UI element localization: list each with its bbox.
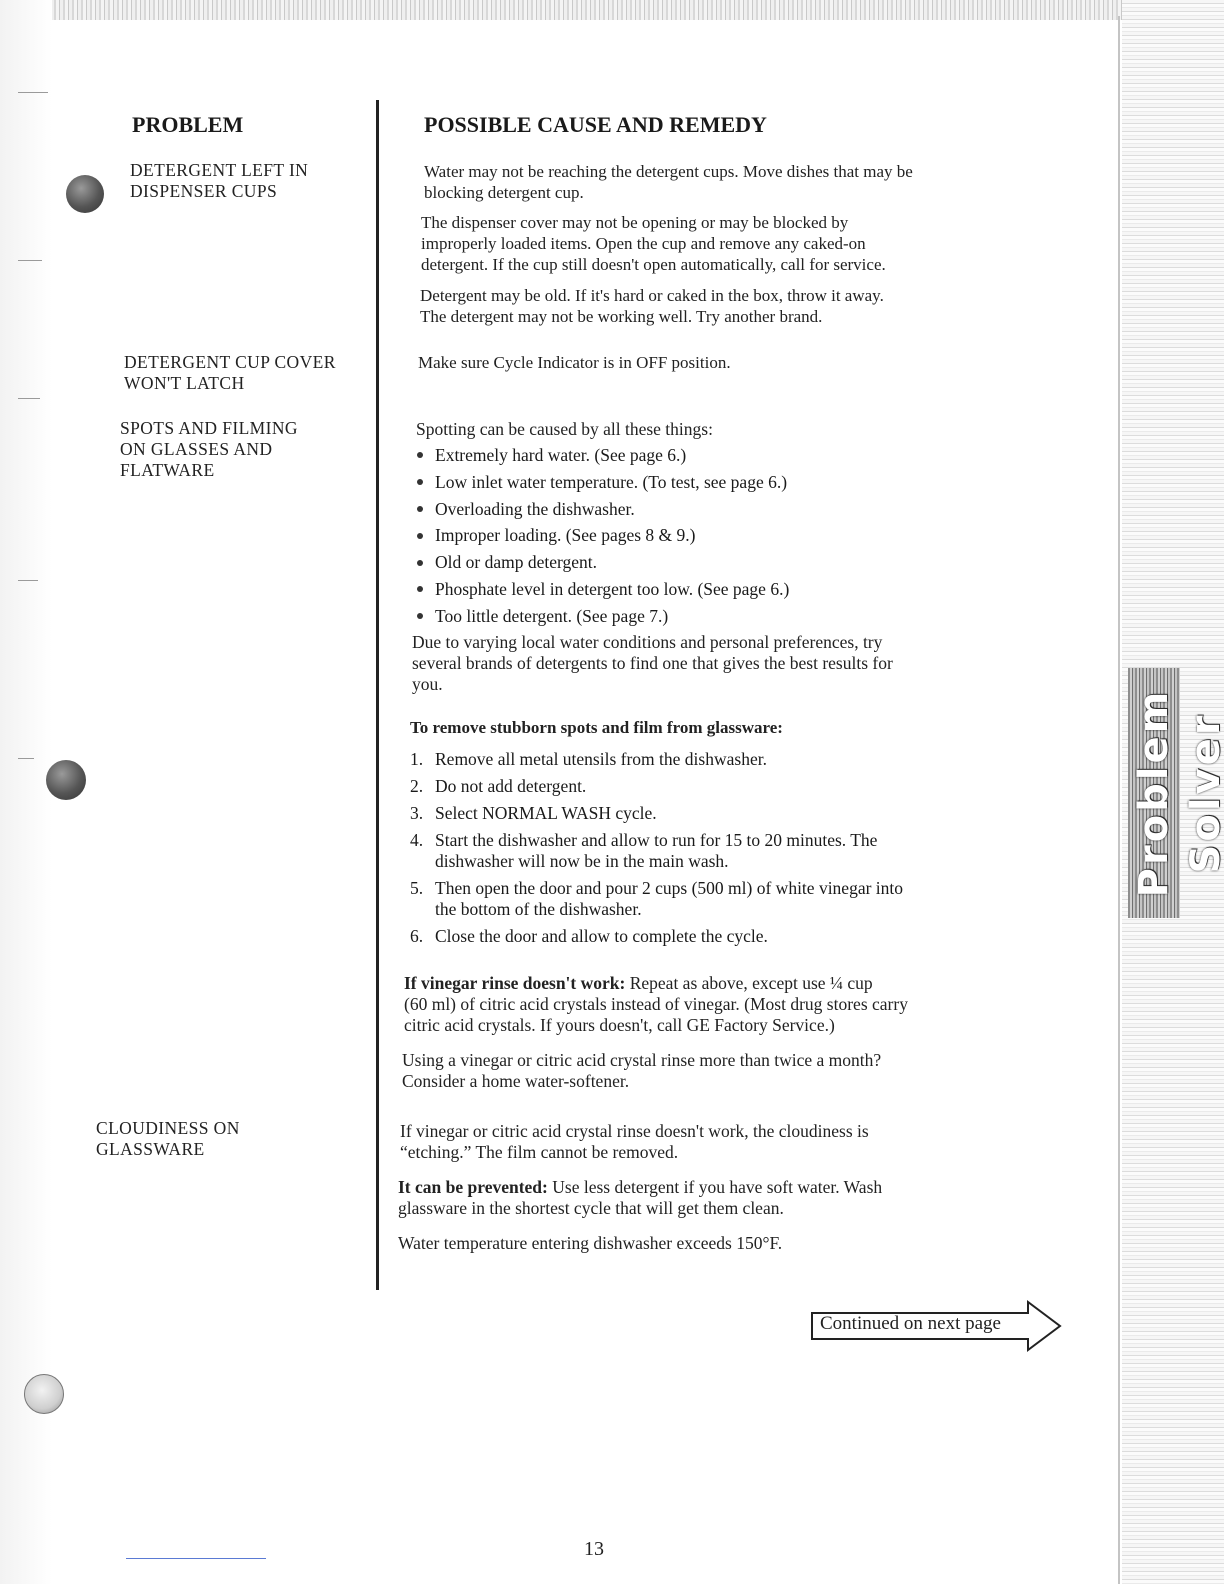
page-edge (1118, 16, 1120, 1584)
problem-header: PROBLEM (132, 112, 244, 137)
bullet-dot-icon (417, 479, 423, 485)
problem-cloudiness (96, 1118, 240, 1160)
binder-hole (66, 175, 104, 213)
step-item: 1. Remove all metal utensils from the dishwasher. (410, 749, 767, 769)
footer-rule (126, 1558, 266, 1559)
step-item: 6. Close the door and allow to complete the cycle. (410, 926, 768, 946)
remedy-paragraph: Detergent may be old. If it's hard or caked in the box, throw it away. The detergent may not be working well. Try another brand. (420, 286, 884, 326)
problem-line: DETERGENT CUP COVER (124, 352, 336, 372)
problem-line: ON GLASSES AND (120, 439, 273, 459)
temperature-paragraph: Water temperature entering dishwasher exceeds 150°F. (398, 1233, 783, 1253)
bullet-item: Old or damp detergent. (414, 552, 789, 573)
remove-spots-steps (410, 749, 903, 953)
remedy-cup-cover: Make sure Cycle Indicator is in OFF position. (418, 353, 731, 372)
bullet-item: Too little detergent. (See page 7.) (414, 606, 789, 627)
binder-hole (46, 760, 86, 800)
problem-line: WON'T LATCH (124, 373, 245, 393)
section-tab-label: Problem Solver (1131, 688, 1229, 898)
problem-line: GLASSWARE (96, 1139, 205, 1159)
step-item: 2. Do not add detergent. (410, 776, 587, 796)
margin-mark (18, 580, 38, 581)
continued-arrow (810, 1300, 1062, 1352)
problem-line: FLATWARE (120, 460, 215, 480)
spots-intro: Spotting can be caused by all these things: (416, 419, 713, 439)
bullet-item: Overloading the dishwasher. (414, 499, 789, 520)
problem-detergent-left (130, 160, 308, 202)
bullet-dot-icon (417, 533, 423, 539)
bullet-dot-icon (417, 560, 423, 566)
step-item: 4. Start the dishwasher and allow to run for 15 to 20 minutes. The dishwasher will now be in the main wash. (410, 830, 878, 871)
bullet-dot-icon (417, 452, 423, 458)
prevention-paragraph: It can be prevented: Use less detergent if you have soft water. Wash glassware in the shortest cycle that will get them clean. (398, 1177, 883, 1218)
remedy-paragraph: The dispenser cover may not be opening or may be blocked by improperly loaded items. Open the cup and remove any caked-on detergent. If the cup still doesn't open automatically, call for service. (421, 213, 886, 274)
problem-cup-cover (124, 352, 336, 394)
bullet-dot-icon (417, 586, 423, 592)
margin-mark (18, 92, 48, 93)
scan-edge-left (0, 0, 52, 1584)
binder-hole (24, 1374, 64, 1414)
continued-label: Continued on next page (820, 1313, 1001, 1334)
remove-spots-heading: To remove stubborn spots and film from glassware: (410, 718, 783, 737)
page-number: 13 (584, 1538, 604, 1560)
cause-header: POSSIBLE CAUSE AND REMEDY (424, 112, 767, 137)
bullet-item: Low inlet water temperature. (To test, see page 6.) (414, 472, 789, 493)
margin-mark (18, 260, 42, 261)
vinegar-paragraph: If vinegar rinse doesn't work: Repeat as above, except use ¼ cup (60 ml) of citric acid crystals instead of vinegar. (Most drug stores carry citric acid crystals. If yours doesn't, call GE Factory Service.) (404, 973, 908, 1035)
problem-line: DETERGENT LEFT IN (130, 160, 309, 180)
etching-paragraph: If vinegar or citric acid crystal rinse doesn't work, the cloudiness is “etching.” The film cannot be removed. (400, 1121, 869, 1162)
spots-note: Due to varying local water conditions and personal preferences, try several brands of detergents to find one that gives the best results for you. (412, 632, 893, 694)
bullet-dot-icon (417, 613, 423, 619)
spots-causes-list (414, 445, 789, 633)
bullet-item: Improper loading. (See pages 8 & 9.) (414, 525, 789, 546)
column-divider (376, 100, 379, 1290)
bullet-item: Extremely hard water. (See page 6.) (414, 445, 789, 466)
problem-line: SPOTS AND FILMING (120, 418, 298, 438)
bullet-dot-icon (417, 506, 423, 512)
softener-paragraph: Using a vinegar or citric acid crystal rinse more than twice a month? Consider a home water-softener. (402, 1050, 882, 1091)
section-tab (1128, 668, 1229, 918)
step-item: 5. Then open the door and pour 2 cups (500 ml) of white vinegar into the bottom of the dishwasher. (410, 878, 904, 919)
scan-edge-top (0, 0, 1224, 20)
remedy-paragraph: Water may not be reaching the detergent cups. Move dishes that may be blocking detergent cup. (424, 162, 913, 202)
margin-mark (18, 398, 40, 399)
problem-spots-filming (120, 418, 298, 481)
bullet-item: Phosphate level in detergent too low. (See page 6.) (414, 579, 789, 600)
problem-line: CLOUDINESS ON (96, 1118, 240, 1138)
problem-line: DISPENSER CUPS (130, 181, 278, 201)
margin-mark (18, 758, 34, 759)
step-item: 3. Select NORMAL WASH cycle. (410, 803, 657, 823)
